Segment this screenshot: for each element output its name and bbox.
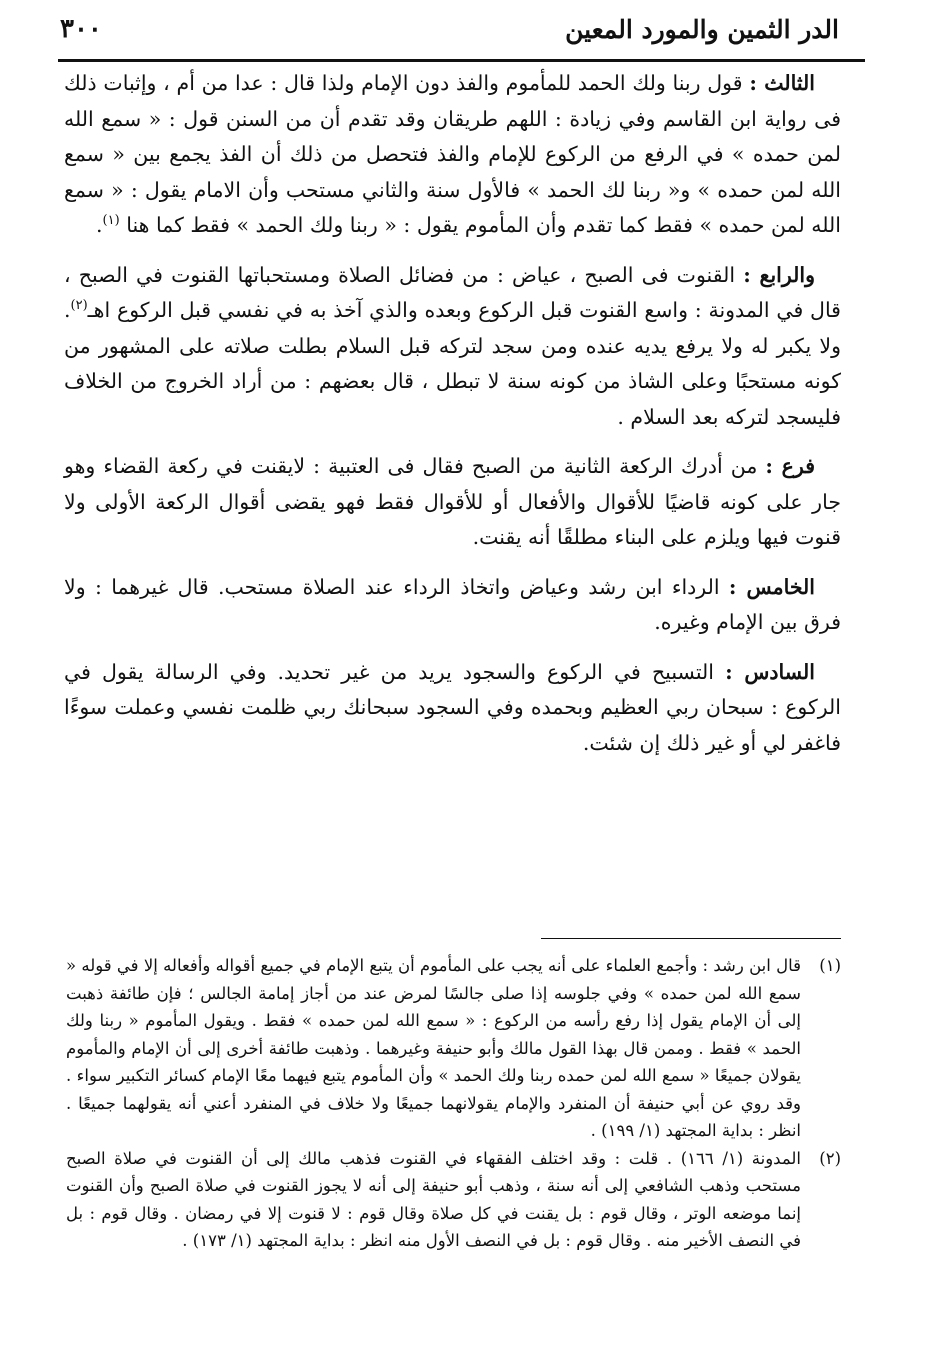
footnote-separator xyxy=(541,938,841,939)
paragraph-branch xyxy=(64,449,841,556)
footnote-number: (٢) xyxy=(819,1148,841,1168)
paragraph-text: قول ربنا ولك الحمد للمأموم والفذ دون الإمام ولذا قال : عدا من أم ، وإثبات ذلك فى رواية ابن القاسم وفي زيادة : اللهم طريقان وقد تقدم أن من السنن قول : « سمع الله لمن حمده » في الرفع من الركوع للإمام والفذ فتحصل من ذلك أن الفذ يجمع بين « سمع الله لمن حمده » و« ربنا لك الحمد » فالأول سنة والثاني مستحب وأن الامام يقول : « سمع الله لمن حمده » فقط كما تقدم وأن المأموم يقول : « ربنا ولك الحمد » فقط كما هنا xyxy=(64,71,841,237)
footnote-text: المدونة (١/ ١٦٦) . قلت : وقد اختلف الفقهاء في القنوت فذهب مالك إلى أن القنوت في صلاة الصبح مستحب وذهب الشافعي إلى أنه سنة ، وذهب أبو حنيفة إلى أنه لا يجوز القنوت في صلاة الصبح وأن القنوت إنما موضعه الوتر ، وقال قوم : بل يقنت في كل صلاة وقال قوم : لا قنوت إلا في رمضان . وقال قوم : بل في النصف الأخير منه . وقال قوم : بل في النصف الأول منه انظر : بداية المجتهد (١/ ١٧٣) . xyxy=(66,1148,801,1250)
paragraph-lead: فرع : xyxy=(765,454,816,478)
page-number: ٣٠٠ xyxy=(60,14,102,44)
footnote-ref: (٢) xyxy=(70,298,88,314)
running-header xyxy=(60,14,839,44)
paragraph-text: من أدرك الركعة الثانية من الصبح فقال فى العتبية : لايقنت في ركعة القضاء وهو جار على كونه قاضيًا للأقوال والأفعال أو للأقوال فقط فهو يقضى أقوال الركعة الأولى ولا قنوت فيها ويلزم على البناء مطلقًا أنه يقنت. xyxy=(64,454,841,549)
paragraph-text: الرداء ابن رشد وعياض واتخاذ الرداء عند الصلاة مستحب. قال غيرهما : ولا فرق بين الإمام وغيره. xyxy=(64,574,841,634)
paragraph-fourth xyxy=(64,258,841,436)
footnote-text: قال ابن رشد : وأجمع العلماء على أنه يجب على المأموم أن يتبع الإمام في جميع أقواله وأفعاله إلا في قوله « سمع الله لمن حمده » وفي جلوسه إذا صلى جالسًا لمرض عند من أجاز إمامة الجالس ؛ فإن طائفة ذهبت إلى أن الإمام يقول إذا رفع رأسه من الركوع : « سمع الله لمن حمده » فقط . ويقول المأموم « ربنا ولك الحمد » فقط . وممن قال بهذا القول مالك وأبو حنيفة وغيرهما . وذهبت طائفة أخرى إلى أن الإمام والمأموم يقولان جميعًا « سمع الله لمن حمده ربنا ولك الحمد » وأن المأموم يتبع فيهما معًا الإمام كسائر التكبير سواء . وقد روي عن أبي حنيفة أن المنفرد والإمام يقولانهما جميعًا ولا خلاف في المنفرد أعني أنه يقولهما جميعًا . انظر : بداية المجتهد (١/ ١٩٩) . xyxy=(66,956,801,1140)
paragraph-text-continued: . ولا يكبر له ولا يرفع يديه عنده ومن سجد لتركه قبل السلام بطلت صلاته على المشهور من كونه مستحبًا وعلى الشاذ من كونه سنة لا تبطل ، قال بعضهم : من أراد الخروج من الخلاف فليسجد لتركه بعد السلام . xyxy=(64,298,841,429)
footnote xyxy=(66,1145,841,1255)
main-text xyxy=(64,66,841,775)
footnote-ref: (١) xyxy=(102,213,120,229)
book-title: الدر الثمين والمورد المعين xyxy=(565,15,839,44)
footnotes xyxy=(66,952,841,1255)
paragraph-text: التسبيح في الركوع والسجود يريد من غير تحديد. وفي الرسالة يقول في الركوع : سبحان ربي العظيم وبحمده وفي السجود سبحانك ربي ظلمت نفسي وعملت سوءًا فاغفر لي أو غير ذلك إن شئت. xyxy=(64,659,841,755)
paragraph-third: الثالث : قول ربنا ولك الحمد للمأموم والفذ دون الإمام ولذا قال : عدا من أم ، وإثبات ذلك فى رواية ابن القاسم وفي زيادة : اللهم طريقان وقد تقدم أن من السنن قول : « سمع الله لمن حمده » في الرفع من الركوع للإمام والفذ فتحصل من ذلك أن الفذ يجمع بين « سمع الله لمن حمده » و« ربنا لك الحمد » فالأول سنة والثاني مستحب وأن الامام يقول : « سمع الله لمن حمده » فقط كما تقدم وأن المأموم يقول : « ربنا ولك الحمد » فقط كما هنا $^{(١)}$. xyxy=(64,71,841,237)
header-rule xyxy=(58,59,865,62)
paragraph-fifth xyxy=(64,570,841,641)
paragraph-text: القنوت فى الصبح ، عياض : من فضائل الصلاة ومستحباتها القنوت في الصبح ، قال في المدونة : واسع القنوت قبل الركوع وبعده والذي آخذ به في نفسي قبل الركوع اهـ xyxy=(64,262,841,322)
footnote-number: (١) xyxy=(819,956,841,975)
paragraph-lead: الخامس : xyxy=(728,574,816,599)
paragraph-lead: السادس : xyxy=(725,659,815,684)
paragraph-sixth xyxy=(64,655,841,762)
paragraph-lead: الثالث : xyxy=(749,71,815,95)
paragraph-lead: والرابع : xyxy=(743,262,816,287)
footnote xyxy=(66,952,841,1145)
